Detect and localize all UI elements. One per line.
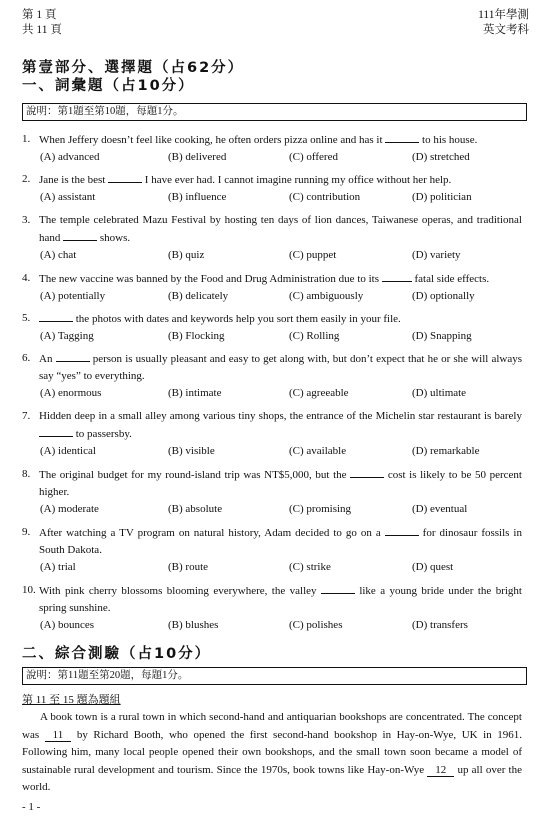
question-text-before-blank: Hidden deep in a small alley among various tiny shops, the entrance of the Michelin star restaurant is barely bbox=[39, 410, 522, 422]
question-stem bbox=[22, 270, 522, 288]
answer-options bbox=[22, 247, 522, 264]
question-text-after-blank: I have ever had. I cannot imagine running my office without her help. bbox=[142, 174, 452, 186]
exam-subject-label: 英文考科 bbox=[483, 24, 529, 36]
section2-instructions: 說明：第11題至第20題，每題1分。 bbox=[22, 667, 527, 685]
question-item bbox=[22, 131, 522, 166]
question-text bbox=[39, 212, 522, 247]
cloze-passage bbox=[22, 709, 522, 797]
answer-option-a[interactable]: (A) assistant bbox=[40, 191, 96, 203]
question-text bbox=[39, 582, 522, 617]
answer-options bbox=[22, 328, 522, 345]
question-stem bbox=[22, 524, 522, 559]
answer-blank bbox=[321, 582, 355, 594]
question-item bbox=[22, 466, 522, 518]
question-number: 3. bbox=[22, 214, 31, 226]
answer-option-b[interactable]: (B) Flocking bbox=[168, 330, 225, 342]
question-group-label: 第 11 至 15 題為題組 bbox=[22, 694, 121, 706]
question-stem bbox=[22, 171, 522, 189]
answer-option-a[interactable]: (A) moderate bbox=[40, 503, 99, 515]
question-stem bbox=[22, 582, 522, 617]
question-number: 9. bbox=[22, 526, 31, 538]
question-text-after-blank: to his house. bbox=[419, 134, 478, 146]
page-header-right bbox=[478, 8, 529, 38]
answer-option-d[interactable]: (D) ultimate bbox=[412, 387, 467, 399]
answer-option-a[interactable]: (A) chat bbox=[40, 249, 77, 261]
answer-options bbox=[22, 149, 522, 166]
question-text bbox=[39, 310, 522, 328]
answer-option-d[interactable]: (D) quest bbox=[412, 561, 454, 573]
question-number: 5. bbox=[22, 312, 31, 324]
exam-year-label: 111年學測 bbox=[478, 9, 529, 21]
answer-option-a[interactable]: (A) bounces bbox=[40, 619, 95, 631]
question-text-after-blank: person is usually pleasant and easy to get along with, but don’t expect that he or she will always say “yes” to everything. bbox=[39, 353, 522, 382]
question-text-before-blank: After watching a TV program on natural history, Adam decided to go on a bbox=[39, 527, 385, 539]
answer-blank bbox=[385, 131, 419, 143]
answer-blank bbox=[39, 310, 73, 322]
answer-options bbox=[22, 443, 522, 460]
question-stem bbox=[22, 131, 522, 149]
answer-blank bbox=[382, 270, 412, 282]
answer-option-d[interactable]: (D) remarkable bbox=[412, 445, 480, 457]
answer-blank bbox=[56, 350, 90, 362]
answer-option-d[interactable]: (D) variety bbox=[412, 249, 461, 261]
section2-title: 二、綜合測驗（占10分） bbox=[22, 646, 212, 662]
question-text-before-blank: When Jeffery doesn’t feel like cooking, he often orders pizza online and has it bbox=[39, 134, 386, 146]
question-item bbox=[22, 270, 522, 305]
answer-option-c[interactable]: (C) available bbox=[289, 445, 347, 457]
question-number: 2. bbox=[22, 173, 31, 185]
answer-option-b[interactable]: (B) delivered bbox=[168, 151, 227, 163]
answer-blank bbox=[39, 425, 73, 437]
total-pages-label: 共 11 頁 bbox=[22, 24, 62, 36]
answer-option-a[interactable]: (A) identical bbox=[40, 445, 96, 457]
answer-option-c[interactable]: (C) puppet bbox=[289, 249, 337, 261]
question-text-before-blank: With pink cherry blossoms blooming everywhere, the valley bbox=[39, 585, 321, 597]
question-stem bbox=[22, 212, 522, 247]
answer-blank bbox=[385, 524, 419, 536]
question-number: 8. bbox=[22, 468, 31, 480]
cloze-blank-11: 11 bbox=[45, 729, 72, 742]
answer-option-b[interactable]: (B) route bbox=[168, 561, 209, 573]
answer-option-c[interactable]: (C) offered bbox=[289, 151, 338, 163]
answer-option-d[interactable]: (D) eventual bbox=[412, 503, 468, 515]
question-stem bbox=[22, 408, 522, 443]
question-number: 10. bbox=[22, 584, 36, 596]
answer-option-b[interactable]: (B) delicately bbox=[168, 290, 229, 302]
answer-option-a[interactable]: (A) enormous bbox=[40, 387, 102, 399]
question-item bbox=[22, 582, 522, 634]
answer-options bbox=[22, 385, 522, 402]
section1-title: 一、詞彙題（占10分） bbox=[22, 78, 195, 94]
question-text-after-blank: for dinosaur fossils in South Dakota. bbox=[39, 527, 522, 556]
answer-option-d[interactable]: (D) transfers bbox=[412, 619, 468, 631]
answer-option-a[interactable]: (A) Tagging bbox=[40, 330, 94, 342]
answer-option-d[interactable]: (D) stretched bbox=[412, 151, 470, 163]
answer-blank bbox=[350, 466, 384, 478]
question-stem bbox=[22, 350, 522, 385]
question-text bbox=[39, 270, 522, 288]
passage-text-2: by Richard Booth, who opened the first second-hand bookshop in Hay-on-Wye, UK in 1961. Following him, many local people opened their own bookshops, and the small town soon became a model of sustainable rural development and tourism. Since the 1970s, book towns like Hay-on-Wye bbox=[22, 728, 522, 776]
question-item bbox=[22, 408, 522, 460]
answer-option-c[interactable]: (C) polishes bbox=[289, 619, 343, 631]
question-text bbox=[39, 131, 522, 149]
question-text-before-blank: The new vaccine was banned by the Food and Drug Administration due to its bbox=[39, 273, 382, 285]
page-number-label: 第 1 頁 bbox=[22, 9, 57, 21]
question-stem bbox=[22, 466, 522, 501]
question-text bbox=[39, 524, 522, 559]
part1-title: 第壹部分、選擇題（占62分） bbox=[22, 60, 245, 76]
answer-options bbox=[22, 288, 522, 305]
answer-option-b[interactable]: (B) visible bbox=[168, 445, 215, 457]
answer-options bbox=[22, 189, 522, 206]
question-text bbox=[39, 466, 522, 501]
question-text-after-blank: fatal side effects. bbox=[411, 273, 490, 285]
answer-option-a[interactable]: (A) trial bbox=[40, 561, 76, 573]
question-text-after-blank: like a young bride under the bright spring sunshine. bbox=[39, 585, 522, 614]
answer-option-b[interactable]: (B) intimate bbox=[168, 387, 222, 399]
answer-option-c[interactable]: (C) agreeable bbox=[289, 387, 349, 399]
answer-option-c[interactable]: (C) strike bbox=[289, 561, 331, 573]
question-text bbox=[39, 171, 522, 189]
question-text-before-blank: An bbox=[39, 353, 56, 365]
question-stem bbox=[22, 310, 522, 328]
answer-blank bbox=[108, 171, 142, 183]
answer-option-c[interactable]: (C) contribution bbox=[289, 191, 361, 203]
question-item bbox=[22, 350, 522, 402]
question-text-before-blank: The original budget for my round-island trip was NT$5,000, but the bbox=[39, 469, 351, 481]
answer-option-c[interactable]: (C) promising bbox=[289, 503, 352, 515]
answer-option-b[interactable]: (B) blushes bbox=[168, 619, 219, 631]
question-text-after-blank: the photos with dates and keywords help you sort them easily in your file. bbox=[73, 313, 401, 325]
answer-options bbox=[22, 501, 522, 518]
answer-option-d[interactable]: (D) Snapping bbox=[412, 330, 472, 342]
question-number: 1. bbox=[22, 133, 31, 145]
answer-option-b[interactable]: (B) quiz bbox=[168, 249, 205, 261]
answer-options bbox=[22, 559, 522, 576]
question-number: 6. bbox=[22, 352, 31, 364]
question-text-after-blank: cost is likely to be 50 percent higher. bbox=[39, 469, 522, 498]
question-item bbox=[22, 524, 522, 576]
answer-option-c[interactable]: (C) ambiguously bbox=[289, 290, 364, 302]
answer-option-a[interactable]: (A) potentially bbox=[40, 290, 106, 302]
passage-text-1: A book town is a rural town in which second-hand and antiquarian bookshops are concentrated. The concept was bbox=[22, 711, 522, 741]
question-item bbox=[22, 171, 522, 206]
question-number: 4. bbox=[22, 272, 31, 284]
answer-options bbox=[22, 617, 522, 634]
answer-option-d[interactable]: (D) optionally bbox=[412, 290, 475, 302]
question-item bbox=[22, 310, 522, 345]
answer-option-a[interactable]: (A) advanced bbox=[40, 151, 100, 163]
cloze-blank-12: 12 bbox=[427, 764, 454, 777]
question-text bbox=[39, 408, 522, 443]
question-number: 7. bbox=[22, 410, 31, 422]
answer-option-b[interactable]: (B) absolute bbox=[168, 503, 223, 515]
question-item bbox=[22, 212, 522, 264]
question-text bbox=[39, 350, 522, 385]
answer-option-d[interactable]: (D) politician bbox=[412, 191, 472, 203]
answer-option-b[interactable]: (B) influence bbox=[168, 191, 227, 203]
answer-option-c[interactable]: (C) Rolling bbox=[289, 330, 340, 342]
question-text-before-blank: Jane is the best bbox=[39, 174, 109, 186]
answer-blank bbox=[63, 229, 97, 241]
question-text-after-blank: to passersby. bbox=[73, 428, 132, 440]
section1-instructions: 說明：第1題至第10題，每題1分。 bbox=[22, 103, 527, 121]
question-text-before-blank: The temple celebrated Mazu Festival by hosting ten days of lion dances, Taiwanese operas, and traditional hand bbox=[39, 214, 522, 244]
page-footer-number: - 1 - bbox=[22, 801, 41, 813]
page-header-left bbox=[22, 8, 62, 38]
question-text-after-blank: shows. bbox=[97, 232, 131, 244]
passage-text-3: up all over the world. bbox=[22, 763, 522, 793]
